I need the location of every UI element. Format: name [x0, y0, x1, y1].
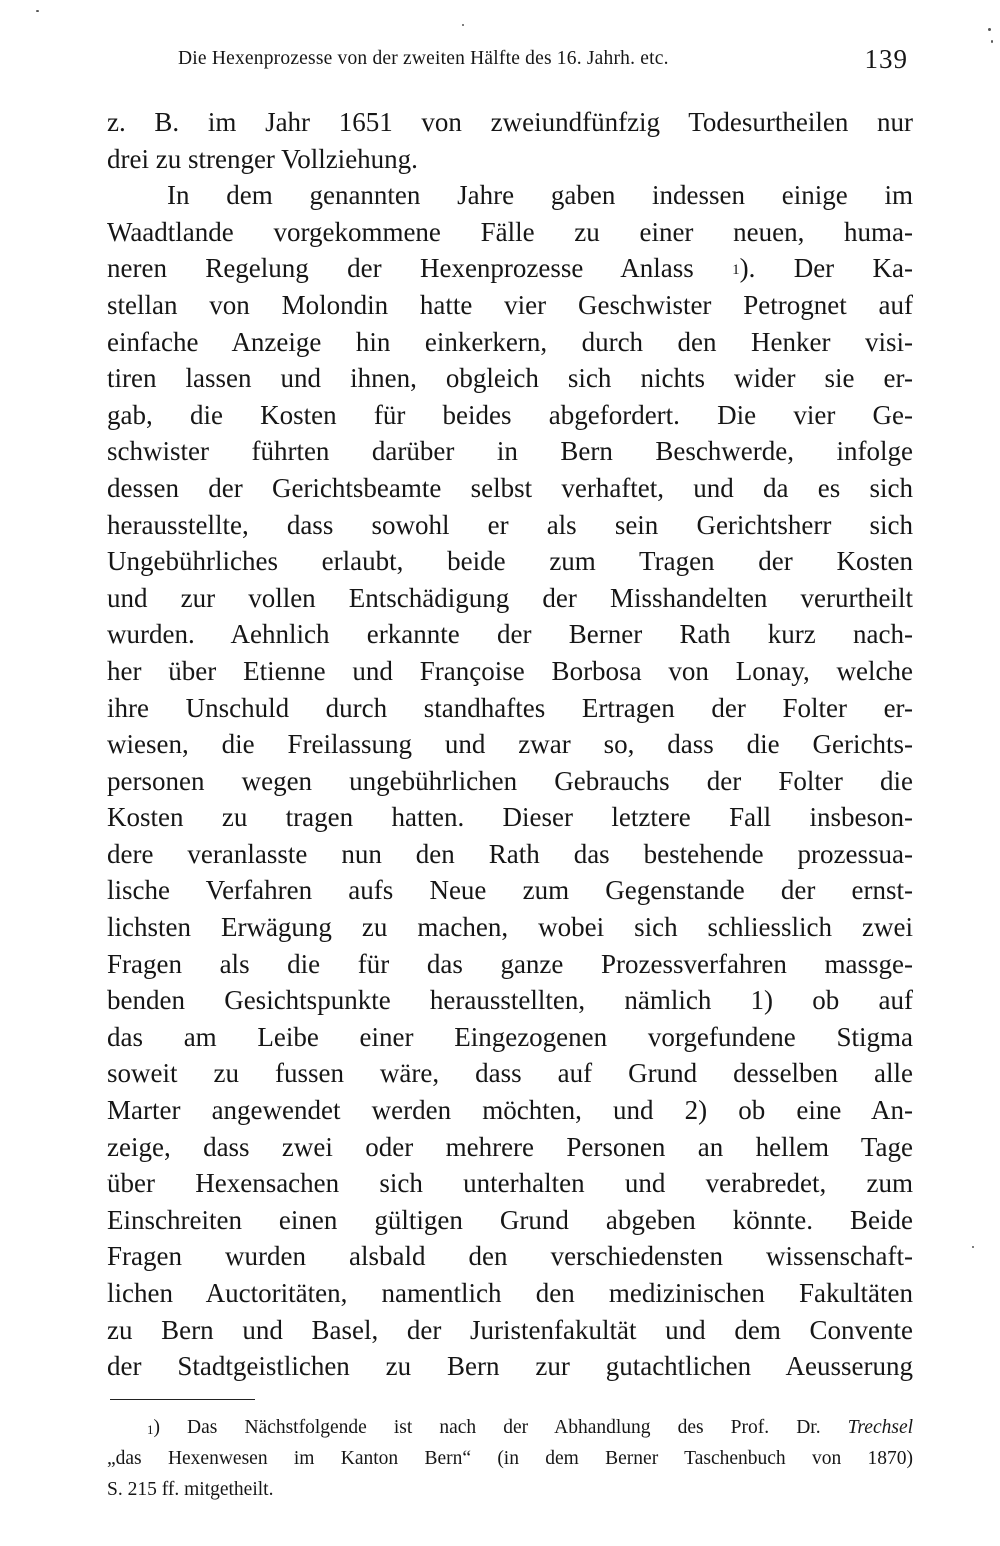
text-line: über Hexensachen sich unterhalten und verabredet, zum [107, 1168, 913, 1199]
footnote-mark: 1 [147, 1422, 154, 1437]
scan-speck [462, 24, 464, 26]
text-line: z. B. im Jahr 1651 von zweiundfünfzig Todesurtheilen nur [107, 107, 913, 137]
text-line: einfache Anzeige hin einkerkern, durch den Henker visi- [107, 326, 913, 357]
text-line: personen wegen ungebührlichen Gebrauchs der Folter die [107, 765, 913, 796]
scan-speck [988, 28, 991, 31]
text-line: das am Leibe einer Eingezogenen vorgefundene Stigma [107, 1021, 913, 1052]
text-line: Ungebührliches erlaubt, beide zum Tragen der Kosten [107, 546, 913, 577]
text-line: Kosten zu tragen hatten. Dieser letztere Fall insbeson- [107, 802, 913, 833]
running-title: Die Hexenprozesse von der zweiten Hälfte des 16. Jahrh. etc. [178, 48, 669, 69]
text-line: Fragen als die für das ganze Prozessverfahren massge- [107, 948, 913, 979]
text-segment: ). Der Ka- [739, 253, 913, 284]
text-line [107, 250, 913, 287]
text-line: schwister führten darüber in Bern Beschwerde, infolge [107, 436, 913, 467]
text-line: stellan von Molondin hatte vier Geschwister Petrognet auf [107, 289, 913, 320]
text-line: wiesen, die Freilassung und zwar so, dass die Gerichts- [107, 729, 913, 760]
footnote-line: S. 215 ff. mitgetheilt. [107, 1479, 274, 1500]
footnote-divider [110, 1399, 255, 1400]
text-line: drei zu strenger Vollziehung. [107, 143, 418, 174]
text-line: zu Bern und Basel, der Juristenfakultät und dem Convente [107, 1314, 913, 1345]
text-line: soweit zu fussen wäre, dass auf Grund desselben alle [107, 1058, 913, 1089]
text-line: lische Verfahren aufs Neue zum Gegenstande der ernst- [107, 875, 913, 906]
text-line: Fragen wurden alsbald den verschiedensten wissenschaft- [107, 1241, 913, 1272]
footnote-reference: 1 [732, 262, 740, 279]
body-text [107, 104, 913, 1385]
text-line: lichen Auctoritäten, namentlich den medizinischen Fakultäten [107, 1278, 913, 1308]
text-segment: neren Regelung der Hexenprozesse Anlass [107, 253, 694, 284]
footnote-line: „das Hexenwesen im Kanton Bern“ (in dem Berner Taschenbuch von 1870) [107, 1448, 913, 1469]
text-line: dessen der Gerichtsbeamte selbst verhaftet, und da es sich [107, 472, 913, 503]
text-line: gab, die Kosten für beides abgefordert. Die vier Ge- [107, 399, 913, 430]
text-line: der Stadtgeistlichen zu Bern zur gutachtlichen Aeusserung [107, 1351, 913, 1382]
text-line: benden Gesichtspunkte herausstellten, nämlich 1) ob auf [107, 985, 913, 1016]
text-line: und zur vollen Entschädigung der Misshandelten verurtheilt [107, 582, 913, 613]
scan-speck [972, 1246, 974, 1248]
text-line: Waadtlande vorgekommene Fälle zu einer neuen, huma- [107, 216, 913, 247]
text-line: dere veranlasste nun den Rath das bestehende prozessua- [107, 838, 913, 869]
text-line: Einschreiten einen gültigen Grund abgeben könnte. Beide [107, 1204, 913, 1235]
footnote-line [107, 1412, 913, 1443]
text-line: In dem genannten Jahre gaben indessen einige im [167, 180, 913, 211]
text-line: lichsten Erwägung zu machen, wobei sich schliesslich zwei [107, 912, 913, 943]
text-line: zeige, dass zwei oder mehrere Personen an hellem Tage [107, 1131, 913, 1162]
footnote-text: ) Das Nächstfolgende ist nach der Abhandlung des Prof. Dr. [153, 1417, 821, 1438]
text-line: wurden. Aehnlich erkannte der Berner Rath kurz nach- [107, 619, 913, 650]
text-line: herausstellte, dass sowohl er als sein Gerichtsherr sich [107, 509, 913, 540]
scan-speck [36, 10, 39, 12]
text-line: Marter angewendet werden möchten, und 2) ob eine An- [107, 1095, 913, 1126]
text-line: ihre Unschuld durch standhaftes Ertragen der Folter er- [107, 692, 913, 723]
footnote [107, 1412, 913, 1505]
running-head [178, 44, 918, 84]
scan-speck [991, 40, 993, 43]
text-line: tiren lassen und ihnen, obgleich sich nichts wider sie er- [107, 363, 913, 394]
footnote-author: Trechsel [847, 1417, 914, 1438]
text-line: her über Etienne und Françoise Borbosa von Lonay, welche [107, 655, 913, 686]
page-number: 139 [864, 44, 908, 74]
